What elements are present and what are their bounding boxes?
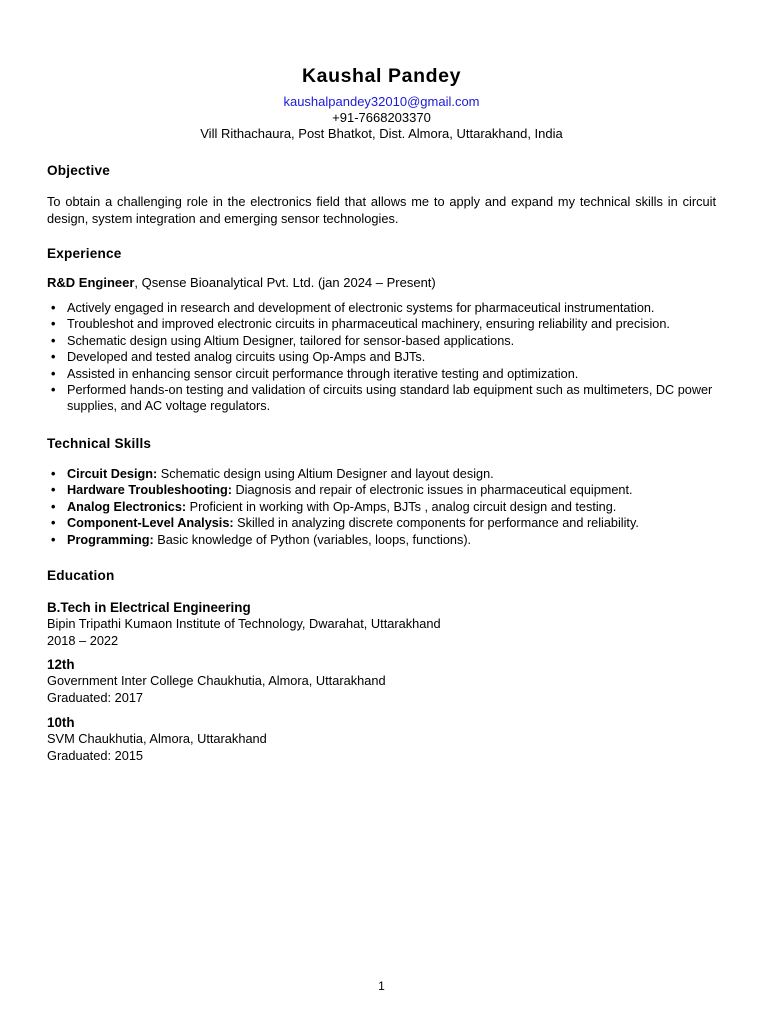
bullet-icon: • [51,317,56,332]
job-title-line [47,275,436,291]
job-company-dates: , Qsense Bioanalytical Pvt. Ltd. (jan 2024 – Present) [134,275,436,290]
skill-label: Component-Level Analysis: [67,516,234,531]
education-entry [47,714,716,764]
list-item-text: Assisted in enhancing sensor circuit performance through iterative testing and optimization. [67,366,579,381]
degree-title: 12th [47,657,75,672]
bullet-icon: • [51,516,56,531]
list-item-text: Performed hands-on testing and validation of circuits using standard lab equipment such as multimeters, DC power supplies, and AC voltage regulators. [67,383,713,414]
phone-number: +91-7668203370 [332,110,431,125]
bullet-icon: • [51,333,56,348]
list-item [47,482,716,498]
email-link[interactable]: kaushalpandey32010@gmail.com [283,94,480,109]
list-item-text: Schematic design using Altium Designer, tailored for sensor-based applications. [67,333,515,348]
education-dates: 2018 – 2022 [47,632,119,648]
skill-text: Proficient in working with Op-Amps, BJTs , analog circuit design and testing. [186,499,617,514]
skill-label: Hardware Troubleshooting: [67,483,232,498]
skill-text: Skilled in analyzing discrete components for performance and reliability. [233,516,639,531]
skill-label: Analog Electronics: [67,499,187,514]
bullet-icon: • [51,499,56,514]
list-item [47,333,716,349]
list-item [47,316,716,332]
bullet-icon: • [51,483,56,498]
list-item-text: Troubleshot and improved electronic circuits in pharmaceutical machinery, ensuring reliability and precision. [67,317,670,332]
education-entry [47,599,716,649]
list-item [47,466,716,482]
list-item-text: Developed and tested analog circuits using Op-Amps and BJTs. [67,350,426,365]
bullet-icon: • [51,366,56,381]
list-item [47,366,716,382]
skill-label: Circuit Design: [67,467,158,481]
list-item [47,515,716,531]
candidate-name: Kaushal Pandey [301,65,462,87]
bullet-icon: • [51,383,56,398]
skills-list [47,466,716,548]
objective-text: To obtain a challenging role in the electronics field that allows me to apply and expand my technical skills in circuit design, system integration and emerging sensor technologies. [47,194,716,226]
education-heading: Education [47,568,115,583]
institution: Bipin Tripathi Kumaon Institute of Technology, Dwarahat, Uttarakhand [47,616,441,631]
bullet-icon: • [51,301,56,315]
degree-title: 10th [47,715,75,730]
skill-text: Basic knowledge of Python (variables, loops, functions). [153,532,472,547]
education-dates: Graduated: 2017 [47,689,144,705]
education-dates: Graduated: 2015 [47,747,144,763]
education-entry [47,656,716,706]
institution: Government Inter College Chaukhutia, Almora, Uttarakhand [47,673,386,688]
objective-heading: Objective [47,163,110,178]
list-item [47,499,716,515]
bullet-icon: • [51,532,56,547]
skill-label: Programming: [67,532,154,547]
degree-title: B.Tech in Electrical Engineering [47,600,251,615]
institution: SVM Chaukhutia, Almora, Uttarakhand [47,731,267,746]
list-item [47,532,716,548]
bullet-icon: • [51,467,56,481]
resume-page [47,0,716,1024]
list-item-text: Actively engaged in research and development of electronic systems for pharmaceutical instrumentation. [67,301,655,315]
page-number: 1 [378,979,385,993]
address: Vill Rithachaura, Post Bhatkot, Dist. Almora, Uttarakhand, India [200,126,563,141]
list-item [47,300,716,316]
resume-header [47,63,716,142]
list-item [47,349,716,365]
experience-list [47,300,716,415]
skill-text: Schematic design using Altium Designer and layout design. [157,467,494,481]
experience-heading: Experience [47,246,122,261]
list-item [47,382,716,415]
skill-text: Diagnosis and repair of electronic issues in pharmaceutical equipment. [231,483,633,498]
skills-heading: Technical Skills [47,436,152,451]
job-title: R&D Engineer [47,275,135,290]
bullet-icon: • [51,350,56,365]
